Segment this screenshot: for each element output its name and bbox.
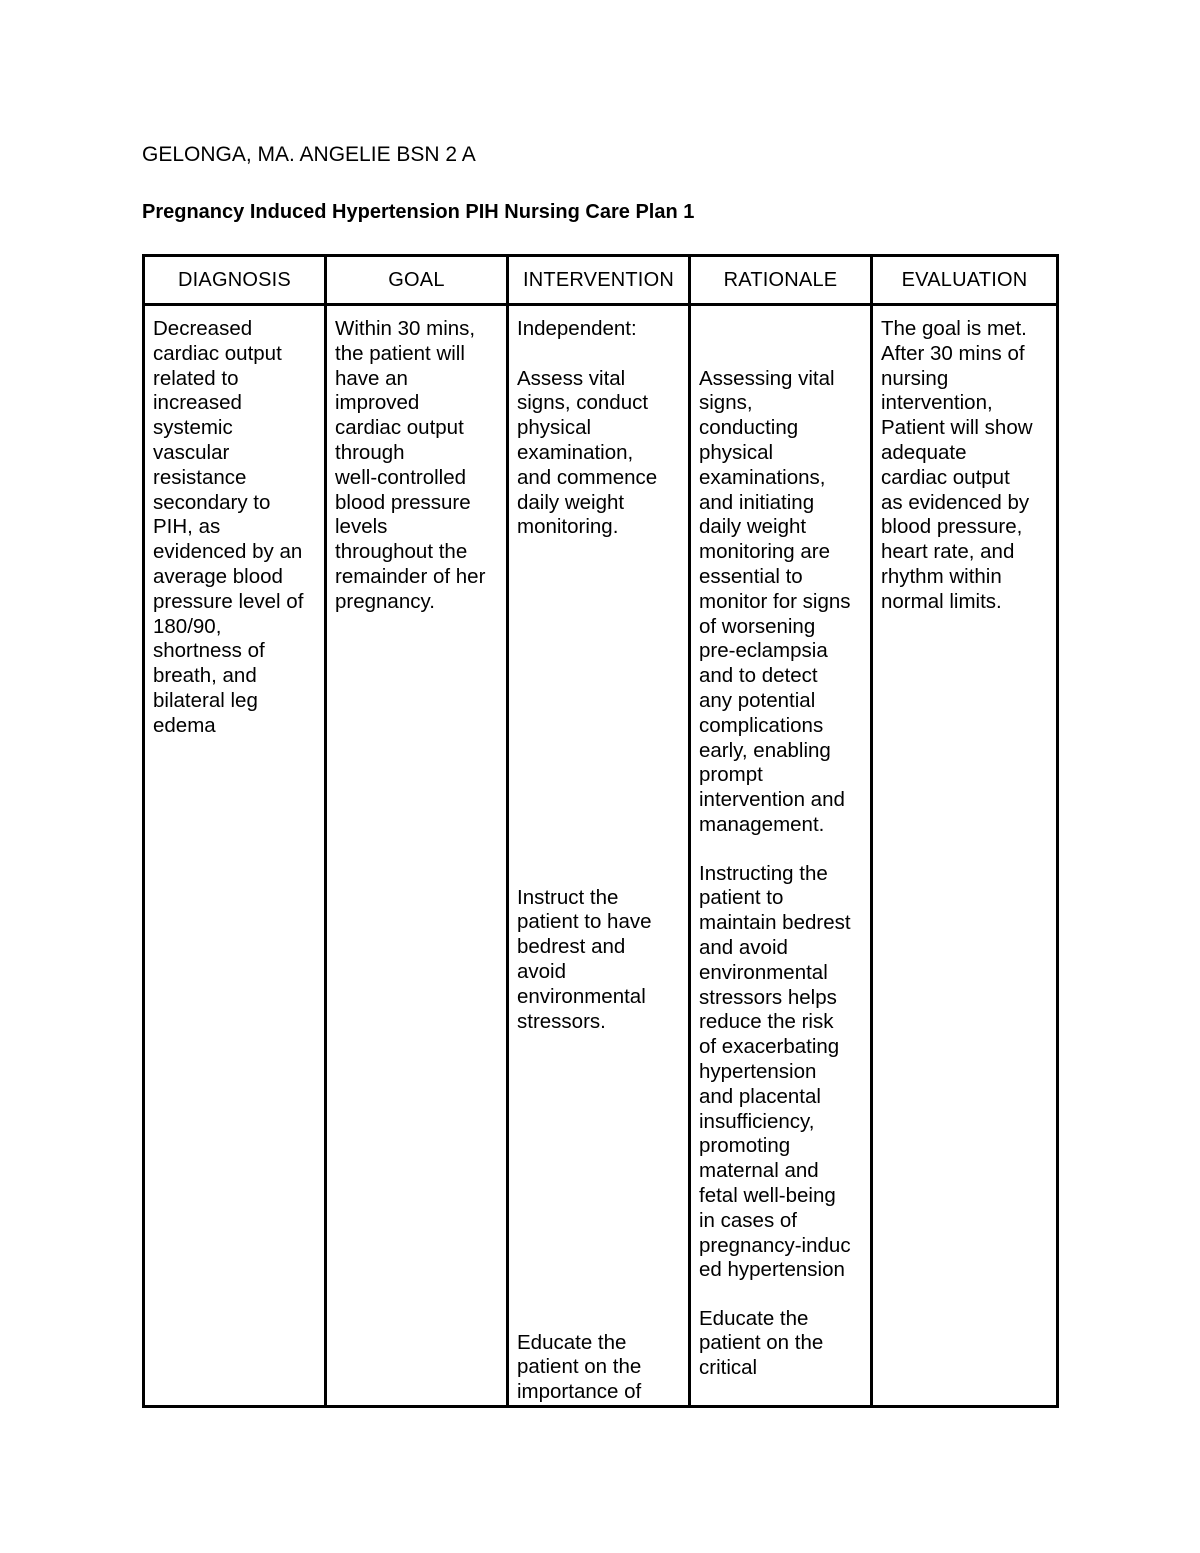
evaluation-text: The goal is met. After 30 mins of nursing intervention, Patient will show adequate cardiac output as evidenced by blood pressure, heart rate, and rhythm within normal limits. xyxy=(881,317,1033,613)
evaluation-cell xyxy=(872,305,1058,1407)
intervention-item: Instruct the patient to have bedrest and avoid environmental stressors. xyxy=(517,885,652,1033)
rationale-item: Assessing vital signs, conducting physical examinations, and initiating daily weight monitoring are essential to monitor for signs of worsening pre-eclampsia and to detect any potential complications early, enabling prompt intervention and management. xyxy=(699,366,851,836)
student-name-line: GELONGA, MA. ANGELIE BSN 2 A xyxy=(142,143,476,166)
document-title: Pregnancy Induced Hypertension PIH Nursing Care Plan 1 xyxy=(142,201,695,223)
table-row xyxy=(144,305,1058,1407)
nursing-care-plan-table xyxy=(142,254,1059,1408)
goal-cell xyxy=(326,305,508,1407)
column-header-rationale: RATIONALE xyxy=(690,256,872,305)
column-header-intervention: INTERVENTION xyxy=(508,256,690,305)
intervention-heading: Independent: xyxy=(517,317,637,340)
column-header-goal: GOAL xyxy=(326,256,508,305)
intervention-cell xyxy=(508,305,690,1407)
column-header-evaluation: EVALUATION xyxy=(872,256,1058,305)
rationale-item: Instructing the patient to maintain bedrest and avoid environmental stressors helps reduce the risk of exacerbating hypertension and placental insufficiency, promoting maternal and fetal well-being in cases of pregnancy-induc ed hypertension xyxy=(699,861,851,1282)
diagnosis-cell xyxy=(144,305,326,1407)
rationale-item: Educate the patient on the critical xyxy=(699,1306,824,1380)
diagnosis-text: Decreased cardiac output related to increased systemic vascular resistance secondary to PIH, as evidenced by an average blood pressure level of 180/90, shortness of breath, and bilateral leg edema xyxy=(153,317,304,737)
intervention-item: Educate the patient on the importance of xyxy=(517,1330,642,1404)
column-header-diagnosis: DIAGNOSIS xyxy=(144,256,326,305)
intervention-item: Assess vital signs, conduct physical examination, and commence daily weight monitoring. xyxy=(517,366,658,539)
table-header-row xyxy=(144,256,1058,305)
goal-text: Within 30 mins, the patient will have an improved cardiac output through well-controlled blood pressure levels throughout the remainder of her pregnancy. xyxy=(335,317,486,613)
rationale-cell xyxy=(690,305,872,1407)
